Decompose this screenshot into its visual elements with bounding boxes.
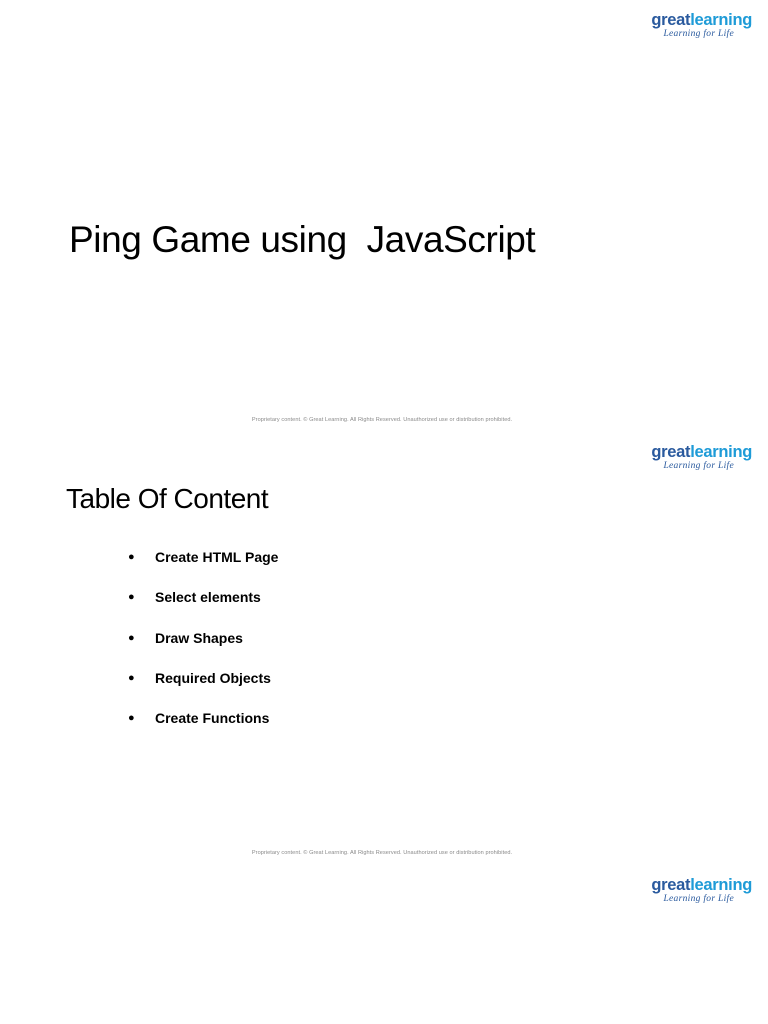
- logo-word-great: great: [651, 876, 691, 894]
- logo-word-learning: learning: [690, 443, 752, 461]
- logo-wordmark: [622, 11, 752, 29]
- bullet-icon: ●: [128, 671, 135, 684]
- greatlearning-logo: [622, 876, 752, 904]
- toc-item-label: Create HTML Page: [155, 549, 279, 565]
- logo-tagline: Learning for Life: [663, 894, 734, 904]
- slide-next: [0, 866, 768, 1024]
- logo-wordmark: [622, 876, 752, 894]
- logo-word-learning: learning: [690, 876, 752, 894]
- bullet-icon: ●: [128, 591, 135, 604]
- logo-tagline: Learning for Life: [663, 29, 734, 39]
- logo-tagline: Learning for Life: [663, 461, 734, 471]
- bullet-icon: ●: [128, 631, 135, 644]
- toc-item-label: Draw Shapes: [155, 629, 243, 646]
- toc-heading: Table Of Content: [66, 483, 269, 514]
- copyright-footer: Proprietary content. © Great Learning. All Rights Reserved. Unauthorized use or distribution prohibited.: [251, 850, 513, 856]
- logo-word-great: great: [651, 11, 691, 29]
- toc-item-label: Required Objects: [155, 669, 271, 686]
- greatlearning-logo: [622, 443, 752, 471]
- logo-word-great: great: [651, 443, 691, 461]
- bullet-icon: ●: [128, 712, 135, 725]
- page-title: Ping Game using JavaScript: [69, 219, 536, 260]
- slide-title: [0, 0, 768, 433]
- bullet-icon: ●: [128, 551, 135, 563]
- toc-item-label: Select elements: [155, 589, 261, 606]
- copyright-footer: Proprietary content. © Great Learning. All Rights Reserved. Unauthorized use or distribution prohibited.: [251, 417, 513, 423]
- toc-item-label: Create Functions: [155, 710, 270, 727]
- logo-wordmark: [622, 443, 752, 461]
- slide-table-of-content: [0, 433, 768, 866]
- logo-word-learning: learning: [690, 11, 752, 29]
- greatlearning-logo: [622, 11, 752, 39]
